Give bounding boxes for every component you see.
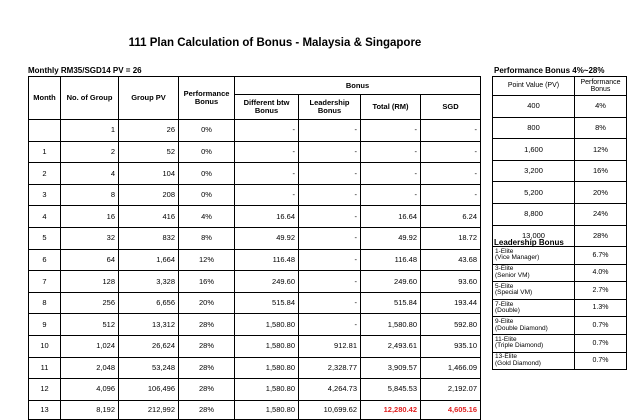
table-row <box>29 163 481 185</box>
cell-leadership-pct: 0.7% <box>575 317 627 335</box>
cell-elite-rank <box>493 317 575 335</box>
cell-point-value: 3,200 <box>493 160 575 182</box>
cell-perf-bonus: 4% <box>575 96 627 118</box>
cell-group-pv: 832 <box>119 227 179 249</box>
cell-performance-bonus: 28% <box>179 335 235 357</box>
cell-leadership-bonus: - <box>299 227 361 249</box>
cell-leadership-pct: 4.0% <box>575 264 627 282</box>
cell-performance-bonus: 4% <box>179 206 235 228</box>
cell-different-btw-bonus: - <box>235 141 299 163</box>
cell-elite-rank <box>493 334 575 352</box>
cell-sgd: 6.24 <box>421 206 481 228</box>
header-performance-bonus: Performance Bonus <box>179 77 235 120</box>
cell-total-rm: - <box>361 120 421 142</box>
cell-performance-bonus: 16% <box>179 271 235 293</box>
cell-perf-bonus: 24% <box>575 203 627 225</box>
cell-point-value: 8,800 <box>493 203 575 225</box>
cell-different-btw-bonus: 116.48 <box>235 249 299 271</box>
cell-total-rm: 116.48 <box>361 249 421 271</box>
cell-sgd: 193.44 <box>421 292 481 314</box>
cell-group-pv: 52 <box>119 141 179 163</box>
elite-rank-label: 7-Elite <box>495 300 514 308</box>
table-row <box>29 184 481 206</box>
cell-month: 7 <box>29 271 61 293</box>
cell-month: 12 <box>29 379 61 401</box>
cell-performance-bonus: 12% <box>179 249 235 271</box>
table-row <box>29 141 481 163</box>
cell-total-rm: 49.92 <box>361 227 421 249</box>
page-title: 111 Plan Calculation of Bonus - Malaysia & Singapore <box>128 37 422 49</box>
cell-elite-rank <box>493 247 575 265</box>
cell-different-btw-bonus: 1,580.80 <box>235 379 299 401</box>
cell-different-btw-bonus: 1,580.80 <box>235 314 299 336</box>
pv-subtitle: Monthly RM35/SGD14 PV = 26 <box>28 66 142 75</box>
performance-bonus-title: Performance Bonus 4%~28% <box>494 66 605 75</box>
cell-different-btw-bonus: 16.64 <box>235 206 299 228</box>
cell-sgd: - <box>421 163 481 185</box>
table-row <box>493 96 627 118</box>
cell-total-rm: 2,493.61 <box>361 335 421 357</box>
cell-month: 5 <box>29 227 61 249</box>
cell-group-pv: 3,328 <box>119 271 179 293</box>
cell-different-btw-bonus: - <box>235 184 299 206</box>
header-different-btw-bonus: Different btw Bonus <box>235 95 299 120</box>
elite-rank-label: 5-Elite <box>495 282 514 290</box>
table-row <box>493 203 627 225</box>
table-row <box>493 299 627 317</box>
cell-no-of-group: 2 <box>61 141 119 163</box>
cell-group-pv: 106,496 <box>119 379 179 401</box>
cell-leadership-bonus: - <box>299 314 361 336</box>
table-row <box>29 335 481 357</box>
table-row <box>493 317 627 335</box>
cell-no-of-group: 16 <box>61 206 119 228</box>
cell-month: 13 <box>29 400 61 419</box>
cell-performance-bonus: 8% <box>179 227 235 249</box>
table-row <box>29 379 481 401</box>
cell-no-of-group: 4 <box>61 163 119 185</box>
cell-total-rm: 249.60 <box>361 271 421 293</box>
cell-sgd: 2,192.07 <box>421 379 481 401</box>
cell-sgd: 43.68 <box>421 249 481 271</box>
table-row <box>493 160 627 182</box>
cell-no-of-group: 32 <box>61 227 119 249</box>
elite-rank-label: 11-Elite <box>495 335 517 343</box>
cell-group-pv: 1,664 <box>119 249 179 271</box>
cell-point-value: 5,200 <box>493 182 575 204</box>
cell-month: 1 <box>29 141 61 163</box>
table-row <box>493 247 627 265</box>
cell-leadership-bonus: - <box>299 249 361 271</box>
cell-elite-rank <box>493 352 575 370</box>
header-month: Month <box>29 77 61 120</box>
cell-sgd: 93.60 <box>421 271 481 293</box>
cell-no-of-group: 512 <box>61 314 119 336</box>
cell-performance-bonus: 28% <box>179 314 235 336</box>
cell-total-rm: 1,580.80 <box>361 314 421 336</box>
cell-group-pv: 13,312 <box>119 314 179 336</box>
cell-leadership-bonus: - <box>299 120 361 142</box>
cell-leadership-bonus: 2,328.77 <box>299 357 361 379</box>
table-row <box>29 249 481 271</box>
header-no-of-group: No. of Group <box>61 77 119 120</box>
cell-elite-rank <box>493 282 575 300</box>
table-row <box>493 117 627 139</box>
cell-no-of-group: 8,192 <box>61 400 119 419</box>
cell-month: 10 <box>29 335 61 357</box>
cell-point-value: 800 <box>493 117 575 139</box>
cell-total-rm: - <box>361 184 421 206</box>
cell-leadership-pct: 1.3% <box>575 299 627 317</box>
cell-group-pv: 416 <box>119 206 179 228</box>
cell-different-btw-bonus: 1,580.80 <box>235 400 299 419</box>
cell-month: 3 <box>29 184 61 206</box>
cell-month: 11 <box>29 357 61 379</box>
cell-group-pv: 104 <box>119 163 179 185</box>
table-row <box>29 120 481 142</box>
cell-no-of-group: 64 <box>61 249 119 271</box>
cell-leadership-bonus: 10,699.62 <box>299 400 361 419</box>
table-row <box>29 206 481 228</box>
cell-month: 4 <box>29 206 61 228</box>
cell-leadership-pct: 0.7% <box>575 334 627 352</box>
cell-sgd: 935.10 <box>421 335 481 357</box>
cell-sgd: 4,605.16 <box>421 400 481 419</box>
cell-group-pv: 208 <box>119 184 179 206</box>
cell-leadership-bonus: - <box>299 206 361 228</box>
elite-rank-title: (Double Diamond) <box>495 324 548 332</box>
cell-performance-bonus: 28% <box>179 379 235 401</box>
cell-different-btw-bonus: 1,580.80 <box>235 335 299 357</box>
leadership-bonus-table <box>492 246 627 370</box>
header-sgd: SGD <box>421 95 481 120</box>
cell-sgd: 1,466.09 <box>421 357 481 379</box>
elite-rank-label: 13-Elite <box>495 353 518 361</box>
header-bonus: Bonus <box>235 77 481 95</box>
table-row <box>29 227 481 249</box>
elite-rank-title: (Special VM) <box>495 289 533 297</box>
header-perf-bonus: Performance Bonus <box>575 77 627 96</box>
header-total-rm: Total (RM) <box>361 95 421 120</box>
cell-perf-bonus: 16% <box>575 160 627 182</box>
cell-perf-bonus: 8% <box>575 117 627 139</box>
cell-no-of-group: 1 <box>61 120 119 142</box>
cell-elite-rank <box>493 264 575 282</box>
elite-rank-title: (Triple Diamond) <box>495 342 544 350</box>
cell-sgd: - <box>421 184 481 206</box>
cell-month: 8 <box>29 292 61 314</box>
cell-point-value: 13,000 <box>493 225 575 247</box>
header-group-pv: Group PV <box>119 77 179 120</box>
bonus-calculation-table <box>28 76 481 420</box>
cell-different-btw-bonus: 1,580.80 <box>235 357 299 379</box>
cell-different-btw-bonus: 249.60 <box>235 271 299 293</box>
cell-different-btw-bonus: - <box>235 163 299 185</box>
cell-month <box>29 120 61 142</box>
cell-performance-bonus: 20% <box>179 292 235 314</box>
cell-total-rm: - <box>361 141 421 163</box>
elite-rank-label: 9-Elite <box>495 318 514 326</box>
cell-leadership-bonus: 912.81 <box>299 335 361 357</box>
cell-leadership-pct: 0.7% <box>575 352 627 370</box>
cell-perf-bonus: 20% <box>575 182 627 204</box>
cell-group-pv: 26 <box>119 120 179 142</box>
header-point-value: Point Value (PV) <box>493 77 575 96</box>
cell-leadership-bonus: - <box>299 271 361 293</box>
table-row <box>493 139 627 161</box>
cell-total-rm: 515.84 <box>361 292 421 314</box>
cell-point-value: 1,600 <box>493 139 575 161</box>
cell-total-rm: - <box>361 163 421 185</box>
cell-leadership-bonus: - <box>299 292 361 314</box>
table-row <box>29 271 481 293</box>
cell-point-value: 400 <box>493 96 575 118</box>
cell-sgd: - <box>421 120 481 142</box>
table-row <box>29 400 481 419</box>
table-row <box>493 225 627 247</box>
elite-rank-title: (Senior VM) <box>495 271 530 279</box>
table-row <box>493 352 627 370</box>
table-row <box>29 314 481 336</box>
cell-leadership-bonus: 4,264.73 <box>299 379 361 401</box>
cell-leadership-pct: 2.7% <box>575 282 627 300</box>
cell-performance-bonus: 0% <box>179 163 235 185</box>
cell-total-rm: 16.64 <box>361 206 421 228</box>
cell-sgd: 592.80 <box>421 314 481 336</box>
cell-month: 2 <box>29 163 61 185</box>
cell-group-pv: 26,624 <box>119 335 179 357</box>
cell-performance-bonus: 0% <box>179 120 235 142</box>
cell-perf-bonus: 28% <box>575 225 627 247</box>
header-leadership-bonus: Leadership Bonus <box>299 95 361 120</box>
elite-rank-title: (Vice Manager) <box>495 254 540 262</box>
cell-sgd: 18.72 <box>421 227 481 249</box>
cell-leadership-bonus: - <box>299 163 361 185</box>
cell-group-pv: 212,992 <box>119 400 179 419</box>
cell-total-rm: 5,845.53 <box>361 379 421 401</box>
cell-leadership-bonus: - <box>299 184 361 206</box>
leadership-bonus-title: Leadership Bonus <box>494 238 564 247</box>
elite-rank-title: (Double) <box>495 307 520 315</box>
cell-no-of-group: 2,048 <box>61 357 119 379</box>
cell-no-of-group: 128 <box>61 271 119 293</box>
cell-performance-bonus: 28% <box>179 400 235 419</box>
table-row <box>493 264 627 282</box>
cell-no-of-group: 256 <box>61 292 119 314</box>
cell-different-btw-bonus: 49.92 <box>235 227 299 249</box>
cell-perf-bonus: 12% <box>575 139 627 161</box>
cell-no-of-group: 4,096 <box>61 379 119 401</box>
cell-performance-bonus: 0% <box>179 184 235 206</box>
table-row <box>493 334 627 352</box>
cell-leadership-bonus: - <box>299 141 361 163</box>
cell-group-pv: 6,656 <box>119 292 179 314</box>
cell-month: 9 <box>29 314 61 336</box>
elite-rank-title: (Gold Diamond) <box>495 359 541 367</box>
performance-bonus-table <box>492 76 627 247</box>
cell-group-pv: 53,248 <box>119 357 179 379</box>
cell-different-btw-bonus: - <box>235 120 299 142</box>
table-row <box>493 182 627 204</box>
cell-leadership-pct: 6.7% <box>575 247 627 265</box>
cell-elite-rank <box>493 299 575 317</box>
cell-total-rm: 12,280.42 <box>361 400 421 419</box>
cell-total-rm: 3,909.57 <box>361 357 421 379</box>
elite-rank-label: 3-Elite <box>495 265 514 273</box>
cell-performance-bonus: 0% <box>179 141 235 163</box>
table-row <box>493 282 627 300</box>
cell-different-btw-bonus: 515.84 <box>235 292 299 314</box>
cell-performance-bonus: 28% <box>179 357 235 379</box>
elite-rank-label: 1-Elite <box>495 247 514 255</box>
cell-sgd: - <box>421 141 481 163</box>
table-row <box>29 292 481 314</box>
cell-month: 6 <box>29 249 61 271</box>
table-row <box>29 357 481 379</box>
cell-no-of-group: 8 <box>61 184 119 206</box>
cell-no-of-group: 1,024 <box>61 335 119 357</box>
